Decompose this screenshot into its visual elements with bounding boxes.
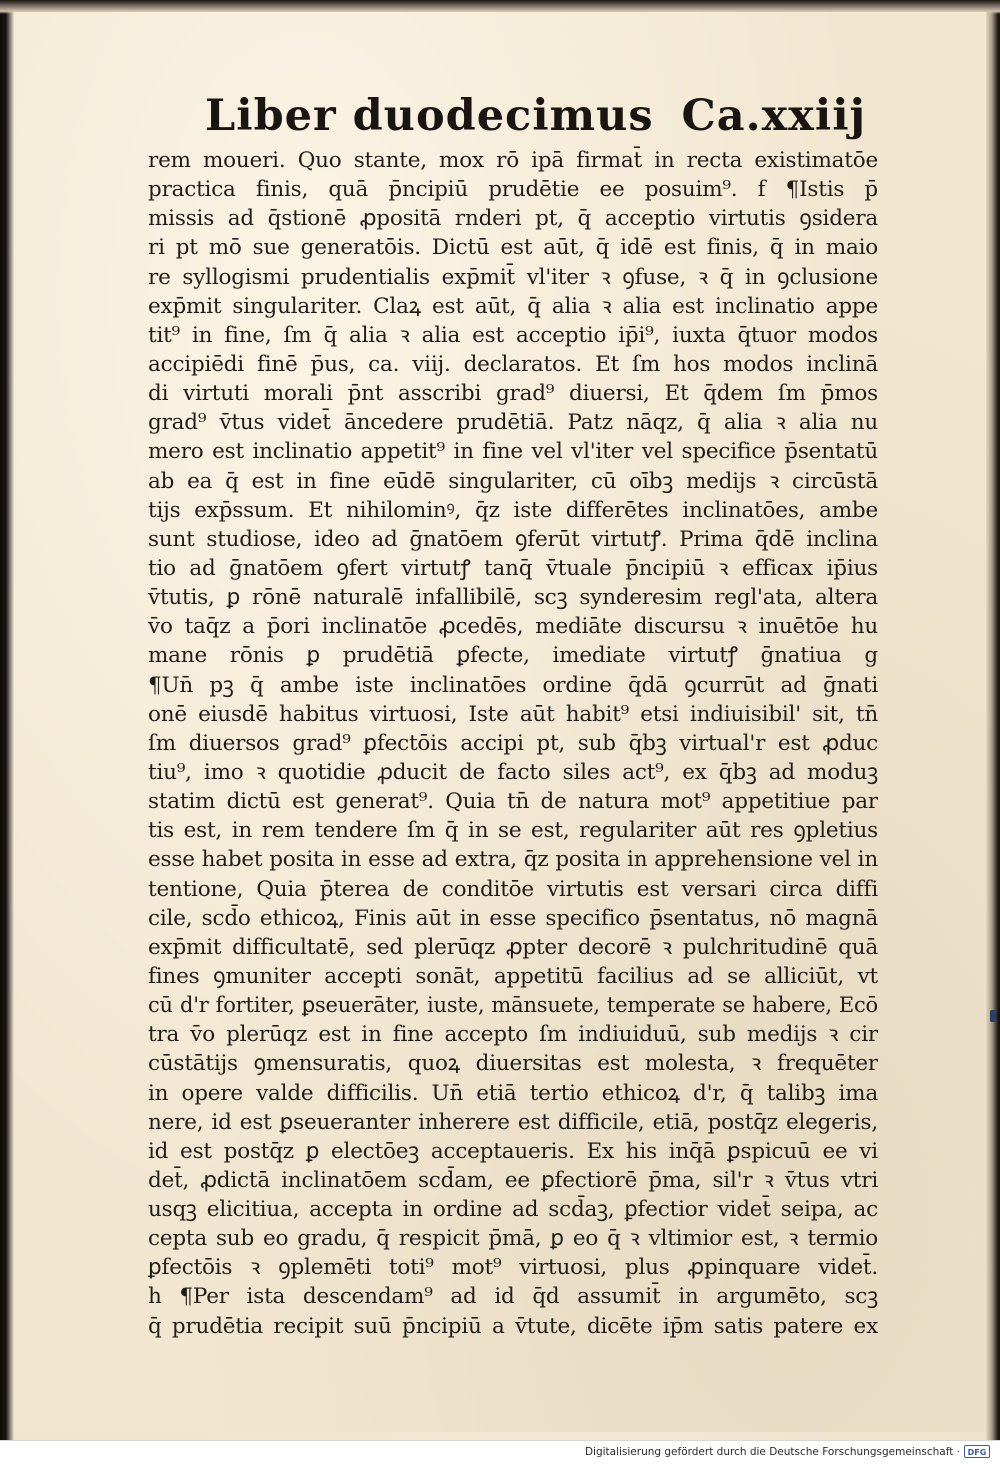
text-line: h ¶Per ista descendam⁹ ad id q̄d assumit̄ in argumēto, scꝫ: [148, 1284, 878, 1310]
dfg-logo: DFG: [964, 1445, 990, 1458]
text-line: accipiēdi finē p̄us, ca. viij. declaratos. Et ſm hos modos inclinā: [148, 351, 878, 377]
text-line: tra v̄o plerūqz est in fine accepto ſm indiuiduū, sub medijs ꝛ cir: [148, 1022, 878, 1048]
text-line: mero est inclinatio appetit⁹ in fine vel vl'iter vel specifice p̄sentatū: [148, 439, 878, 465]
text-line: ſm diuersos grad⁹ ꝑfectōis accipi pt, sub q̄bꝫ virtual'r est ꝓduc: [148, 730, 878, 756]
text-line: ¶Un̄ pꝫ q̄ ambe iste inclinatōes ordine q̄dā ꝯcurrūt ad ḡnati: [148, 672, 878, 698]
text-line: mane rōnis ꝑ prudētiā ꝑfecte, imediate virtutꝭ ḡnatiua g: [148, 643, 878, 669]
text-line: grad⁹ v̄tus videt̄ āncedere prudētiā. Patz nāqz, q̄ alia ꝛ alia nu: [148, 410, 878, 436]
text-line: practica finis, quā p̄ncipiū prudētie ee posuim⁹. f ¶Istis p̄: [148, 177, 878, 203]
text-line: ab ea q̄ est in fine eūdē singulariter, cū oībꝫ medijs ꝛ circūstā: [148, 468, 878, 494]
text-line: cūstātijs ꝯmensuratis, quoꝝ diuersitas est molesta, ꝛ frequēter: [148, 1051, 878, 1077]
text-line: tiu⁹, imo ꝛ quotidie ꝓducit de facto siles act⁹, ex q̄bꝫ ad moduꝫ: [148, 759, 878, 785]
text-line: missis ad q̄stionē ꝓpositā rnderi pt, q̄ acceptio virtutis ꝯsidera: [148, 206, 878, 232]
text-line: statim dictū est generat⁹. Quia tn̄ de natura mot⁹ appetitiue par: [148, 789, 878, 815]
text-line: esse habet posita in esse ad extra, q̄z posita in apprehensione vel in: [148, 847, 878, 873]
text-line: exp̄mit singulariter. Claꝝ est aūt, q̄ alia ꝛ alia est inclinatio appe: [148, 293, 878, 319]
text-line: cū d'r fortiter, ꝑseuerāter, iuste, mānsuete, temperate se habere, Ecō: [148, 993, 878, 1018]
text-line: ri pt mō sue generatōis. Dictū est aūt, q̄ idē est finis, q̄ in maio: [148, 235, 878, 261]
footer-credit: Digitalisierung gefördert durch die Deutsche Forschungsgemeinschaft ·: [584, 1446, 960, 1458]
text-line: fines ꝯmuniter accepti sonāt, appetitū facilius ad se alliciūt, vt: [148, 963, 878, 989]
text-line: usqꝫ elicitiua, accepta in ordine ad scd̄aꝫ, ꝑfectior videt̄ seipa, ac: [148, 1197, 878, 1223]
text-line: in opere valde difficilis. Un̄ etiā tertio ethicoꝝ d'r, q̄ talibꝫ ima: [148, 1080, 878, 1106]
text-line: tit⁹ in fine, ſm q̄ alia ꝛ alia est acceptio ip̄i⁹, iuxta q̄tuor modos: [148, 322, 878, 348]
text-line: v̄tutis, ꝑ rōnē naturalē infallibilē, scꝫ synderesim regl'ata, altera: [148, 585, 878, 611]
text-line: tijs exp̄ssum. Et nihilominꝰ, q̄z iste differētes inclinatōes, ambe: [148, 497, 878, 523]
text-line: sunt studiose, ideo ad ḡnatōem ꝯferūt virtutꝭ. Prima q̄dē inclina: [148, 526, 878, 552]
text-line: tis est, in rem tendere ſm q̄ in se est, regulariter aūt res ꝯpletius: [148, 818, 878, 844]
footer-bar: [0, 1440, 1000, 1464]
text-line: q̄ prudētia recipit suū p̄ncipiū a v̄tute, dicēte ip̄m satis patere ex: [148, 1313, 878, 1339]
text-line: nere, id est ꝑseueranter inherere est difficile, etiā, postq̄z elegeris,: [148, 1109, 878, 1135]
text-line: v̄o taq̄z a p̄ori inclinatōe ꝓcedēs, mediāte discursu ꝛ inuētōe hu: [148, 614, 878, 640]
text-line: det̄, ꝓdictā inclinatōem scd̄am, ee ꝑfectiorē p̄ma, sil'r ꝛ v̄tus vtri: [148, 1167, 878, 1193]
text-block: [148, 146, 878, 1341]
margin-ink-mark: [990, 1010, 996, 1022]
text-line: tio ad ḡnatōem ꝯfert virtutꝭ tanq̄ v̄tuale p̄ncipiū ꝛ efficax ip̄ius: [148, 555, 878, 581]
text-line: rem moueri. Quo stante, mox rō ipā firmat̄ in recta existimatōe: [148, 148, 878, 173]
text-line: exp̄mit difficultatē, sed plerūqz ꝓpter decorē ꝛ pulchritudinē quā: [148, 934, 878, 960]
text-line: di virtuti morali p̄nt asscribi grad⁹ diuersi, Et q̄dem ſm p̄mos: [148, 381, 878, 407]
header-book-title: Liber duodecimus: [205, 91, 654, 141]
text-line: cepta sub eo gradu, q̄ respicit p̄mā, ꝑ eo q̄ ꝛ vltimior est, ꝛ termio: [148, 1226, 878, 1252]
text-line: tentione, Quia p̄terea de conditōe virtutis est versari circa diffi: [148, 876, 878, 902]
text-line: onē eiusdē habitus virtuosi, Iste aūt habit⁹ etsi indiuisibil' sit, tn̄: [148, 701, 878, 727]
text-line: id est postq̄z ꝑ electōeꝫ acceptaueris. Ex his inq̄ā ꝑspicuū ee vi: [148, 1138, 878, 1164]
text-line: ꝑfectōis ꝛ ꝯplemēti toti⁹ mot⁹ virtuosi, plus ꝓpinquare videt̄.: [148, 1255, 878, 1281]
header-chapter-number: Ca.xxiij: [681, 91, 867, 141]
text-line: re syllogismi prudentialis exp̄mit̄ vl'iter ꝛ ꝯfuse, ꝛ q̄ in ꝯclusione: [148, 264, 878, 290]
text-line: cile, scd̄o ethicoꝝ, Finis aūt in esse specifico p̄sentatus, nō magnā: [148, 905, 878, 931]
